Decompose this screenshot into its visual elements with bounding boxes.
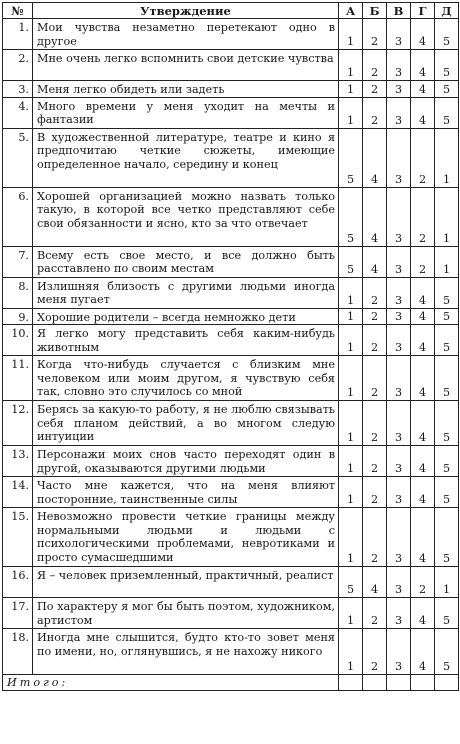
score-option-d[interactable]: 5: [435, 356, 459, 401]
statement-row: [3, 401, 459, 446]
statement-number: 11.: [3, 356, 33, 401]
score-option-b[interactable]: 2: [363, 50, 387, 81]
score-option-a[interactable]: 1: [339, 598, 363, 629]
score-option-g[interactable]: 4: [411, 277, 435, 308]
score-option-d[interactable]: 5: [435, 97, 459, 128]
statement-number: 8.: [3, 277, 33, 308]
score-option-d[interactable]: 1: [435, 567, 459, 598]
score-option-a[interactable]: 1: [339, 477, 363, 508]
statement-number: 16.: [3, 567, 33, 598]
statement-text: Невозможно провести четкие границы между нормальными людьми и людьми с психологическими проблемами, невротиками и просто сумасшедшими: [33, 508, 339, 567]
score-option-b[interactable]: 2: [363, 629, 387, 675]
statement-number: 9.: [3, 308, 33, 325]
statement-row: [3, 128, 459, 187]
score-option-g[interactable]: 4: [411, 356, 435, 401]
statement-text: Когда что-нибудь случается с близким мне человеком или моим другом, я чувствую себя так, словно это случилось со мной: [33, 356, 339, 401]
statement-text: Мои чувства незаметно перетекают одно в другое: [33, 19, 339, 50]
score-option-v[interactable]: 3: [387, 598, 411, 629]
header-col-g: Г: [411, 3, 435, 19]
score-option-a[interactable]: 1: [339, 446, 363, 477]
statement-number: 1.: [3, 19, 33, 50]
score-option-g[interactable]: 2: [411, 187, 435, 246]
score-option-d[interactable]: 5: [435, 81, 459, 98]
header-col-b: Б: [363, 3, 387, 19]
statement-row: [3, 446, 459, 477]
score-option-a[interactable]: 5: [339, 567, 363, 598]
header-row: [3, 3, 459, 19]
score-option-v[interactable]: 3: [387, 401, 411, 446]
score-option-b[interactable]: 2: [363, 325, 387, 356]
statement-text: Излишняя близость с другими людьми иногда меня пугает: [33, 277, 339, 308]
score-option-b[interactable]: 2: [363, 477, 387, 508]
score-option-a[interactable]: 5: [339, 187, 363, 246]
score-option-b[interactable]: 2: [363, 277, 387, 308]
score-option-g[interactable]: 4: [411, 508, 435, 567]
score-option-a[interactable]: 5: [339, 246, 363, 277]
header-statement: Утверждение: [33, 3, 339, 19]
total-cell-d[interactable]: [435, 675, 459, 691]
score-option-b[interactable]: 4: [363, 187, 387, 246]
score-option-v[interactable]: 3: [387, 246, 411, 277]
statement-number: 5.: [3, 128, 33, 187]
score-option-d[interactable]: 1: [435, 246, 459, 277]
score-option-v[interactable]: 3: [387, 308, 411, 325]
score-option-d[interactable]: 5: [435, 277, 459, 308]
score-option-v[interactable]: 3: [387, 325, 411, 356]
score-option-v[interactable]: 3: [387, 19, 411, 50]
statement-number: 17.: [3, 598, 33, 629]
score-option-b[interactable]: 2: [363, 356, 387, 401]
score-option-a[interactable]: 1: [339, 19, 363, 50]
score-option-b[interactable]: 2: [363, 598, 387, 629]
questionnaire-table: [2, 2, 459, 691]
score-option-g[interactable]: 4: [411, 598, 435, 629]
score-option-a[interactable]: 1: [339, 50, 363, 81]
statement-row: [3, 477, 459, 508]
score-option-d[interactable]: 1: [435, 187, 459, 246]
score-option-d[interactable]: 5: [435, 308, 459, 325]
header-col-a: А: [339, 3, 363, 19]
score-option-g[interactable]: 4: [411, 477, 435, 508]
score-option-a[interactable]: 1: [339, 308, 363, 325]
statement-row: [3, 277, 459, 308]
score-option-v[interactable]: 3: [387, 446, 411, 477]
score-option-g[interactable]: 4: [411, 97, 435, 128]
statement-text: Я легко могу представить себя каким-нибудь животным: [33, 325, 339, 356]
statement-text: Всему есть свое место, и все должно быть расставлено по своим местам: [33, 246, 339, 277]
header-number: №: [3, 3, 33, 19]
statement-number: 18.: [3, 629, 33, 675]
score-option-g[interactable]: 2: [411, 246, 435, 277]
score-option-a[interactable]: 1: [339, 81, 363, 98]
score-option-b[interactable]: 2: [363, 81, 387, 98]
score-option-v[interactable]: 3: [387, 277, 411, 308]
score-option-b[interactable]: 2: [363, 508, 387, 567]
score-option-b[interactable]: 2: [363, 401, 387, 446]
score-option-a[interactable]: 1: [339, 97, 363, 128]
score-option-v[interactable]: 3: [387, 50, 411, 81]
score-option-d[interactable]: 5: [435, 325, 459, 356]
score-option-v[interactable]: 3: [387, 187, 411, 246]
score-option-v[interactable]: 3: [387, 97, 411, 128]
statement-row: [3, 187, 459, 246]
statement-text: По характеру я мог бы быть поэтом, художником, артистом: [33, 598, 339, 629]
statement-text: Я – человек приземленный, практичный, реалист: [33, 567, 339, 598]
header-col-v: В: [387, 3, 411, 19]
statement-text: Хорошие родители – всегда немножко дети: [33, 308, 339, 325]
statement-number: 13.: [3, 446, 33, 477]
statement-row: [3, 598, 459, 629]
score-option-g[interactable]: 2: [411, 128, 435, 187]
total-label: Итого:: [3, 675, 339, 691]
statement-text: В художественной литературе, театре и кино я предпочитаю четкие сюжеты, имеющие определенное начало, середину и конец: [33, 128, 339, 187]
statement-text: Часто мне кажется, что на меня влияют посторонние, таинственные силы: [33, 477, 339, 508]
score-option-g[interactable]: 4: [411, 629, 435, 675]
score-option-v[interactable]: 3: [387, 81, 411, 98]
score-option-d[interactable]: 5: [435, 508, 459, 567]
statement-text: Персонажи моих снов часто переходят один в другой, оказываются другими людьми: [33, 446, 339, 477]
total-cell-v[interactable]: [387, 675, 411, 691]
statement-row: [3, 629, 459, 675]
total-row: [3, 675, 459, 691]
total-cell-g[interactable]: [411, 675, 435, 691]
score-option-g[interactable]: 4: [411, 325, 435, 356]
statement-row: [3, 246, 459, 277]
statement-number: 14.: [3, 477, 33, 508]
score-option-v[interactable]: 3: [387, 567, 411, 598]
statement-row: [3, 19, 459, 50]
statement-row: [3, 325, 459, 356]
total-cell-a[interactable]: [339, 675, 363, 691]
score-option-d[interactable]: 5: [435, 477, 459, 508]
score-option-v[interactable]: 3: [387, 477, 411, 508]
score-option-g[interactable]: 4: [411, 401, 435, 446]
score-option-a[interactable]: 5: [339, 128, 363, 187]
score-option-v[interactable]: 3: [387, 128, 411, 187]
score-option-g[interactable]: 4: [411, 446, 435, 477]
statement-number: 2.: [3, 50, 33, 81]
score-option-a[interactable]: 1: [339, 356, 363, 401]
score-option-g[interactable]: 4: [411, 81, 435, 98]
score-option-b[interactable]: 4: [363, 567, 387, 598]
score-option-a[interactable]: 1: [339, 277, 363, 308]
score-option-d[interactable]: 5: [435, 50, 459, 81]
score-option-b[interactable]: 2: [363, 97, 387, 128]
statement-text: Берясь за какую-то работу, я не люблю связывать себя планом действий, а во многом следую интуиции: [33, 401, 339, 446]
statement-number: 7.: [3, 246, 33, 277]
score-option-d[interactable]: 5: [435, 19, 459, 50]
score-option-b[interactable]: 2: [363, 308, 387, 325]
statement-number: 12.: [3, 401, 33, 446]
statement-row: [3, 97, 459, 128]
statement-text: Много времени у меня уходит на мечты и фантазии: [33, 97, 339, 128]
statement-number: 4.: [3, 97, 33, 128]
score-option-v[interactable]: 3: [387, 356, 411, 401]
statement-text: Хорошей организацией можно назвать только такую, в которой все четко представляют себе свои обязанности и ясно, кто за что отвечает: [33, 187, 339, 246]
score-option-a[interactable]: 1: [339, 629, 363, 675]
header-col-d: Д: [435, 3, 459, 19]
score-option-d[interactable]: 5: [435, 629, 459, 675]
statement-row: [3, 308, 459, 325]
statement-text: Иногда мне слышится, будто кто-то зовет меня по имени, но, оглянувшись, я не нахожу никого: [33, 629, 339, 675]
statement-row: [3, 356, 459, 401]
statement-text: Меня легко обидеть или задеть: [33, 81, 339, 98]
score-option-b[interactable]: 4: [363, 128, 387, 187]
score-option-g[interactable]: 4: [411, 50, 435, 81]
statement-number: 3.: [3, 81, 33, 98]
score-option-b[interactable]: 2: [363, 19, 387, 50]
score-option-b[interactable]: 4: [363, 246, 387, 277]
score-option-v[interactable]: 3: [387, 508, 411, 567]
score-option-g[interactable]: 4: [411, 19, 435, 50]
statement-number: 6.: [3, 187, 33, 246]
statement-number: 15.: [3, 508, 33, 567]
score-option-v[interactable]: 3: [387, 629, 411, 675]
score-option-a[interactable]: 1: [339, 401, 363, 446]
score-option-a[interactable]: 1: [339, 325, 363, 356]
score-option-d[interactable]: 5: [435, 446, 459, 477]
score-option-d[interactable]: 5: [435, 598, 459, 629]
score-option-d[interactable]: 1: [435, 128, 459, 187]
statement-row: [3, 50, 459, 81]
questionnaire-sheet: [2, 2, 458, 740]
total-cell-b[interactable]: [363, 675, 387, 691]
statement-number: 10.: [3, 325, 33, 356]
score-option-d[interactable]: 5: [435, 401, 459, 446]
statement-text: Мне очень легко вспомнить свои детские чувства: [33, 50, 339, 81]
statement-row: [3, 567, 459, 598]
score-option-g[interactable]: 4: [411, 308, 435, 325]
score-option-g[interactable]: 2: [411, 567, 435, 598]
score-option-b[interactable]: 2: [363, 446, 387, 477]
statement-row: [3, 508, 459, 567]
score-option-a[interactable]: 1: [339, 508, 363, 567]
statement-row: [3, 81, 459, 98]
